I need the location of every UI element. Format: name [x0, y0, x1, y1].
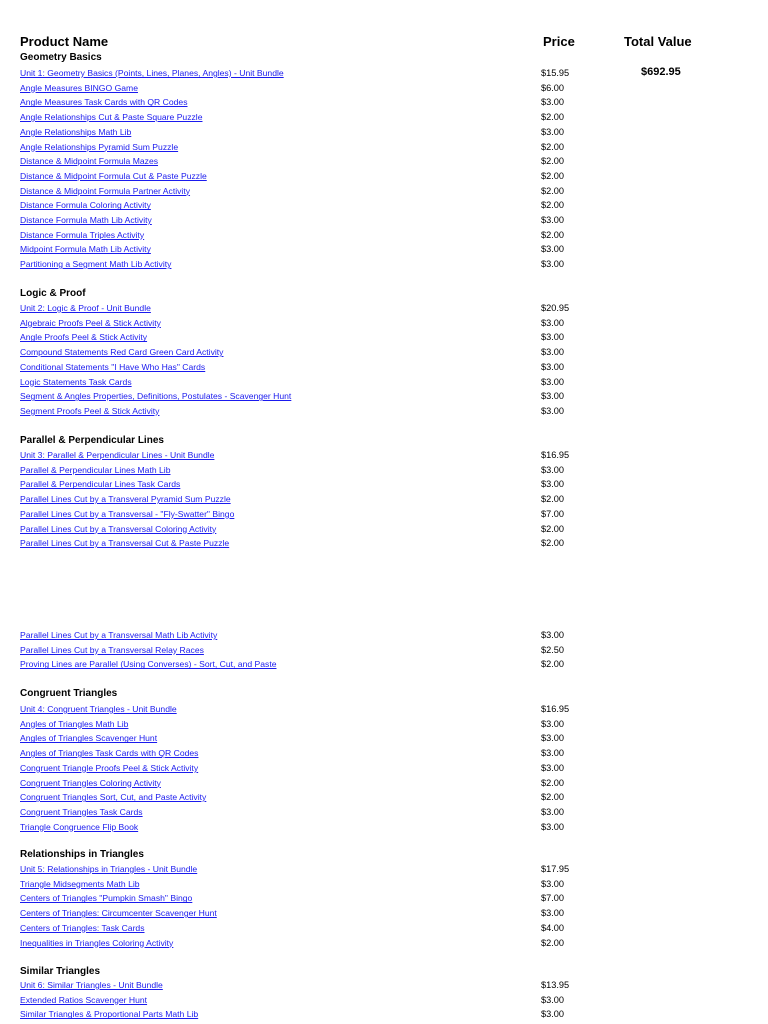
product-price: $3.00	[541, 806, 564, 817]
product-link[interactable]: Angles of Triangles Math Lib	[20, 718, 129, 729]
product-row	[0, 83, 768, 97]
product-row	[0, 807, 768, 821]
product-link[interactable]: Unit 4: Congruent Triangles - Unit Bundle	[20, 704, 177, 714]
product-link[interactable]: Angle Relationships Math Lib	[20, 126, 132, 137]
product-row	[0, 659, 768, 673]
product-link[interactable]: Parallel Lines Cut by a Transversal Cut & Paste Puzzle	[20, 538, 230, 549]
product-price: $3.00	[541, 994, 564, 1005]
product-row	[0, 171, 768, 185]
product-link[interactable]: Centers of Triangles "Pumpkin Smash" Bingo	[20, 893, 193, 904]
product-link[interactable]: Algebraic Proofs Peel & Stick Activity	[20, 317, 161, 328]
product-price: $17.95	[541, 864, 570, 874]
product-price: $7.00	[541, 508, 564, 519]
product-price: $7.00	[541, 893, 564, 904]
product-row	[0, 509, 768, 523]
product-link[interactable]: Parallel & Perpendicular Lines Math Lib	[20, 464, 171, 475]
product-link[interactable]: Parallel Lines Cut by a Transversal Math Lib Activity	[20, 630, 218, 640]
product-row	[0, 864, 768, 878]
product-row	[0, 406, 768, 420]
product-price: $3.00	[541, 97, 564, 108]
product-link[interactable]: Centers of Triangles: Task Cards	[20, 922, 145, 933]
product-row	[0, 230, 768, 244]
product-row	[0, 1009, 768, 1023]
product-link[interactable]: Distance & Midpoint Formula Mazes	[20, 156, 159, 167]
product-link[interactable]: Unit 6: Similar Triangles - Unit Bundle	[20, 980, 163, 990]
product-row	[0, 630, 768, 644]
product-price: $3.00	[541, 332, 564, 343]
product-link[interactable]: Proving Lines are Parallel (Using Converses) - Sort, Cut, and Paste	[20, 659, 277, 670]
product-link[interactable]: Similar Triangles & Proportional Parts Math Lib	[20, 1009, 199, 1020]
total-value-header: Total Value	[624, 34, 692, 49]
product-price: $2.00	[541, 659, 564, 670]
section-title: Similar Triangles	[20, 966, 101, 977]
product-row	[0, 524, 768, 538]
product-row	[0, 938, 768, 952]
product-price: $3.00	[541, 259, 564, 270]
product-row	[0, 391, 768, 405]
product-price: $3.00	[541, 718, 564, 729]
product-row	[0, 127, 768, 141]
product-link[interactable]: Angle Relationships Cut & Paste Square Puzzle	[20, 112, 203, 123]
product-price: $3.00	[541, 630, 564, 640]
product-price: $3.00	[541, 821, 564, 832]
product-row	[0, 244, 768, 258]
section-title: Logic & Proof	[20, 288, 86, 299]
product-row	[0, 763, 768, 777]
product-row	[0, 97, 768, 111]
product-price: $15.95	[541, 68, 570, 78]
product-row	[0, 68, 768, 82]
section-title: Relationships in Triangles	[20, 849, 144, 860]
product-link[interactable]: Parallel Lines Cut by a Transveral Pyramid Sum Puzzle	[20, 494, 231, 505]
product-price: $3.00	[541, 317, 564, 328]
product-price: $3.00	[541, 376, 564, 387]
product-price: $4.00	[541, 922, 564, 933]
product-row	[0, 156, 768, 170]
product-link[interactable]: Unit 2: Logic & Proof - Unit Bundle	[20, 303, 151, 313]
product-link[interactable]: Unit 1: Geometry Basics (Points, Lines, Planes, Angles) - Unit Bundle	[20, 68, 284, 78]
product-link[interactable]: Angle Proofs Peel & Stick Activity	[20, 332, 148, 343]
product-name-header: Product Name	[20, 34, 109, 49]
product-price: $2.50	[541, 644, 564, 655]
product-price: $6.00	[541, 82, 564, 93]
product-link[interactable]: Midpoint Formula Math Lib Activity	[20, 244, 151, 255]
product-link[interactable]: Parallel Lines Cut by a Transversal Relay Races	[20, 644, 204, 655]
product-row	[0, 822, 768, 836]
product-price: $3.00	[541, 762, 564, 773]
product-price: $2.00	[541, 229, 564, 240]
product-price: $2.00	[541, 494, 564, 505]
product-row	[0, 200, 768, 214]
product-row	[0, 733, 768, 747]
product-price: $3.00	[541, 908, 564, 919]
product-link[interactable]: Parallel Lines Cut by a Transversal Coloring Activity	[20, 523, 217, 534]
total-value: $692.95	[641, 66, 681, 78]
product-row	[0, 259, 768, 273]
product-link[interactable]: Congruent Triangle Proofs Peel & Stick Activity	[20, 762, 199, 773]
product-price: $13.95	[541, 980, 570, 990]
product-price: $2.00	[541, 523, 564, 534]
product-row	[0, 494, 768, 508]
product-price: $2.00	[541, 170, 564, 181]
product-price: $20.95	[541, 303, 570, 313]
product-price: $3.00	[541, 479, 564, 490]
product-price: $3.00	[541, 464, 564, 475]
product-row	[0, 318, 768, 332]
product-row	[0, 893, 768, 907]
product-row	[0, 215, 768, 229]
product-link[interactable]: Conditional Statements "I Have Who Has" Cards	[20, 361, 206, 372]
product-row	[0, 142, 768, 156]
product-link[interactable]: Congruent Triangles Task Cards	[20, 806, 143, 817]
product-link[interactable]: Angle Relationships Pyramid Sum Puzzle	[20, 141, 179, 152]
product-row	[0, 748, 768, 762]
product-price: $3.00	[541, 361, 564, 372]
product-price: $16.95	[541, 704, 570, 714]
product-price: $3.00	[541, 215, 564, 225]
product-row	[0, 923, 768, 937]
product-link[interactable]: Angle Measures BINGO Game	[20, 82, 138, 93]
product-row	[0, 465, 768, 479]
product-price: $3.00	[541, 405, 564, 416]
product-row	[0, 704, 768, 718]
product-price: $2.00	[541, 200, 564, 211]
product-row	[0, 450, 768, 464]
product-row	[0, 719, 768, 733]
product-price: $2.00	[541, 112, 564, 123]
product-row	[0, 112, 768, 126]
product-price: $3.00	[541, 748, 564, 759]
product-link[interactable]: Segment & Angles Properties, Definitions, Postulates - Scavenger Hunt	[20, 391, 292, 402]
product-row	[0, 645, 768, 659]
product-price: $16.95	[541, 450, 570, 460]
product-row	[0, 879, 768, 893]
product-row	[0, 980, 768, 994]
product-link[interactable]: Angles of Triangles Task Cards with QR Codes	[20, 748, 199, 759]
product-price: $2.00	[541, 792, 564, 803]
price-header: Price	[543, 34, 575, 49]
product-link[interactable]: Extended Ratios Scavenger Hunt	[20, 994, 148, 1005]
product-row	[0, 538, 768, 552]
product-link[interactable]: Distance Formula Triples Activity	[20, 229, 145, 240]
product-price: $2.00	[541, 538, 564, 549]
product-row	[0, 362, 768, 376]
product-row	[0, 377, 768, 391]
product-link[interactable]: Distance & Midpoint Formula Partner Activity	[20, 185, 191, 196]
product-row	[0, 792, 768, 806]
product-link[interactable]: Triangle Midsegments Math Lib	[20, 878, 140, 889]
product-link[interactable]: Congruent Triangles Coloring Activity	[20, 777, 161, 788]
product-link[interactable]: Logic Statements Task Cards	[20, 376, 132, 387]
product-link[interactable]: Unit 5: Relationships in Triangles - Unit Bundle	[20, 864, 198, 874]
product-price: $3.00	[541, 733, 564, 744]
product-price: $3.00	[541, 1009, 564, 1020]
product-row	[0, 347, 768, 361]
product-price: $3.00	[541, 126, 564, 137]
product-row	[0, 995, 768, 1009]
product-row	[0, 479, 768, 493]
product-link[interactable]: Angle Measures Task Cards with QR Codes	[20, 97, 188, 108]
product-price: $3.00	[541, 347, 564, 358]
product-link[interactable]: Parallel Lines Cut by a Transversal - "Fly-Swatter" Bingo	[20, 508, 235, 519]
product-row	[0, 303, 768, 317]
product-link[interactable]: Segment Proofs Peel & Stick Activity	[20, 405, 160, 416]
product-link[interactable]: Congruent Triangles Sort, Cut, and Paste Activity	[20, 792, 207, 803]
product-link[interactable]: Inequalities in Triangles Coloring Activity	[20, 937, 174, 948]
product-link[interactable]: Centers of Triangles: Circumcenter Scavenger Hunt	[20, 908, 217, 919]
product-price: $2.00	[541, 141, 564, 152]
product-row	[0, 186, 768, 200]
product-link[interactable]: Distance Formula Coloring Activity	[20, 200, 151, 211]
section-title: Congruent Triangles	[20, 688, 118, 699]
product-row	[0, 908, 768, 922]
product-link[interactable]: Compound Statements Red Card Green Card Activity	[20, 347, 224, 358]
product-price: $2.00	[541, 156, 564, 167]
product-price: $3.00	[541, 391, 564, 402]
product-row	[0, 778, 768, 792]
product-price: $3.00	[541, 244, 564, 255]
product-price: $2.00	[541, 937, 564, 948]
product-price: $2.00	[541, 185, 564, 196]
section-title: Parallel & Perpendicular Lines	[20, 435, 164, 446]
product-link[interactable]: Angles of Triangles Scavenger Hunt	[20, 733, 158, 744]
product-price: $3.00	[541, 878, 564, 889]
product-row	[0, 332, 768, 346]
product-link[interactable]: Distance & Midpoint Formula Cut & Paste Puzzle	[20, 170, 207, 181]
product-link[interactable]: Distance Formula Math Lib Activity	[20, 215, 152, 225]
product-link[interactable]: Partitioning a Segment Math Lib Activity	[20, 259, 172, 270]
section-title: Geometry Basics	[20, 52, 102, 63]
product-link[interactable]: Parallel & Perpendicular Lines Task Cards	[20, 479, 181, 490]
product-link[interactable]: Triangle Congruence Flip Book	[20, 821, 139, 832]
product-link[interactable]: Unit 3: Parallel & Perpendicular Lines - Unit Bundle	[20, 450, 215, 460]
product-price: $2.00	[541, 777, 564, 788]
